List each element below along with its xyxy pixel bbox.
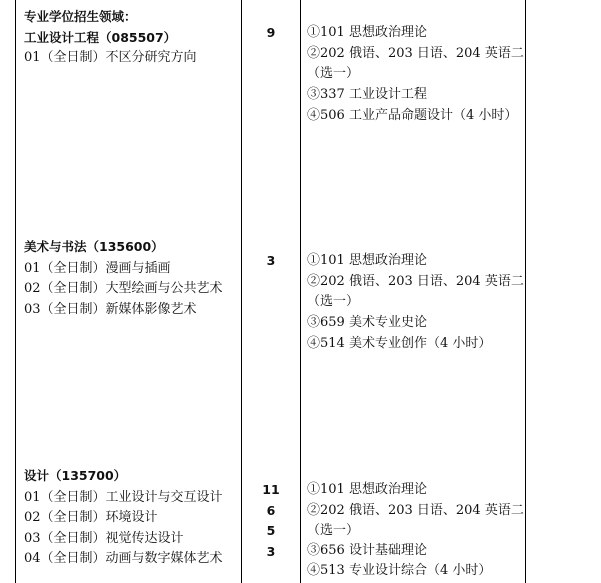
section-title: 工业设计工程（085507）: [24, 30, 177, 45]
direction-item: 03（全日制）视觉传达设计: [24, 531, 184, 546]
exam-item: ③337 工业设计工程: [307, 87, 427, 102]
exam-item: ④514 美术专业创作（4 小时）: [307, 336, 492, 351]
direction-item: 04（全日制）动画与数字媒体艺术: [24, 551, 223, 566]
exam-item: ④513 专业设计综合（4 小时）: [307, 563, 492, 578]
table-border-col3: [300, 0, 301, 583]
section-title: 美术与书法（135600）: [24, 239, 164, 254]
exam-item: ②202 俄语、203 日语、204 英语二: [307, 503, 524, 518]
exam-item: （选一）: [307, 294, 360, 309]
exam-item: ④506 工业产品命题设计（4 小时）: [307, 108, 518, 123]
direction-item: 01（全日制）工业设计与交互设计: [24, 490, 223, 505]
exam-item: ②202 俄语、203 日语、204 英语二: [307, 274, 524, 289]
direction-item: 01（全日制）漫画与插画: [24, 261, 171, 276]
enrollment-count: 9: [266, 25, 276, 40]
exam-item: （选一）: [307, 66, 360, 81]
enrollment-count: 3: [266, 253, 276, 268]
section-title: 设计（135700）: [24, 468, 127, 483]
direction-item: 02（全日制）环境设计: [24, 510, 158, 525]
exam-item: ②202 俄语、203 日语、204 英语二: [307, 46, 524, 61]
enrollment-count: 11: [262, 482, 280, 497]
direction-item: 03（全日制）新媒体影像艺术: [24, 302, 197, 317]
exam-item: ①101 思想政治理论: [307, 25, 427, 40]
enrollment-count: 5: [266, 523, 276, 538]
exam-item: ③659 美术专业史论: [307, 315, 427, 330]
exam-item: ①101 思想政治理论: [307, 253, 427, 268]
exam-item: ①101 思想政治理论: [307, 482, 427, 497]
table-border-col2: [241, 0, 242, 583]
direction-item: 01（全日制）不区分研究方向: [24, 50, 197, 65]
domain-header: 专业学位招生领域：: [24, 9, 137, 24]
exam-item: （选一）: [307, 523, 360, 538]
table-border-left: [15, 0, 16, 583]
table-border-col4: [525, 0, 526, 583]
enrollment-count: 6: [266, 503, 276, 518]
enrollment-count: 3: [266, 544, 276, 559]
direction-item: 02（全日制）大型绘画与公共艺术: [24, 281, 223, 296]
exam-item: ③656 设计基础理论: [307, 543, 427, 558]
